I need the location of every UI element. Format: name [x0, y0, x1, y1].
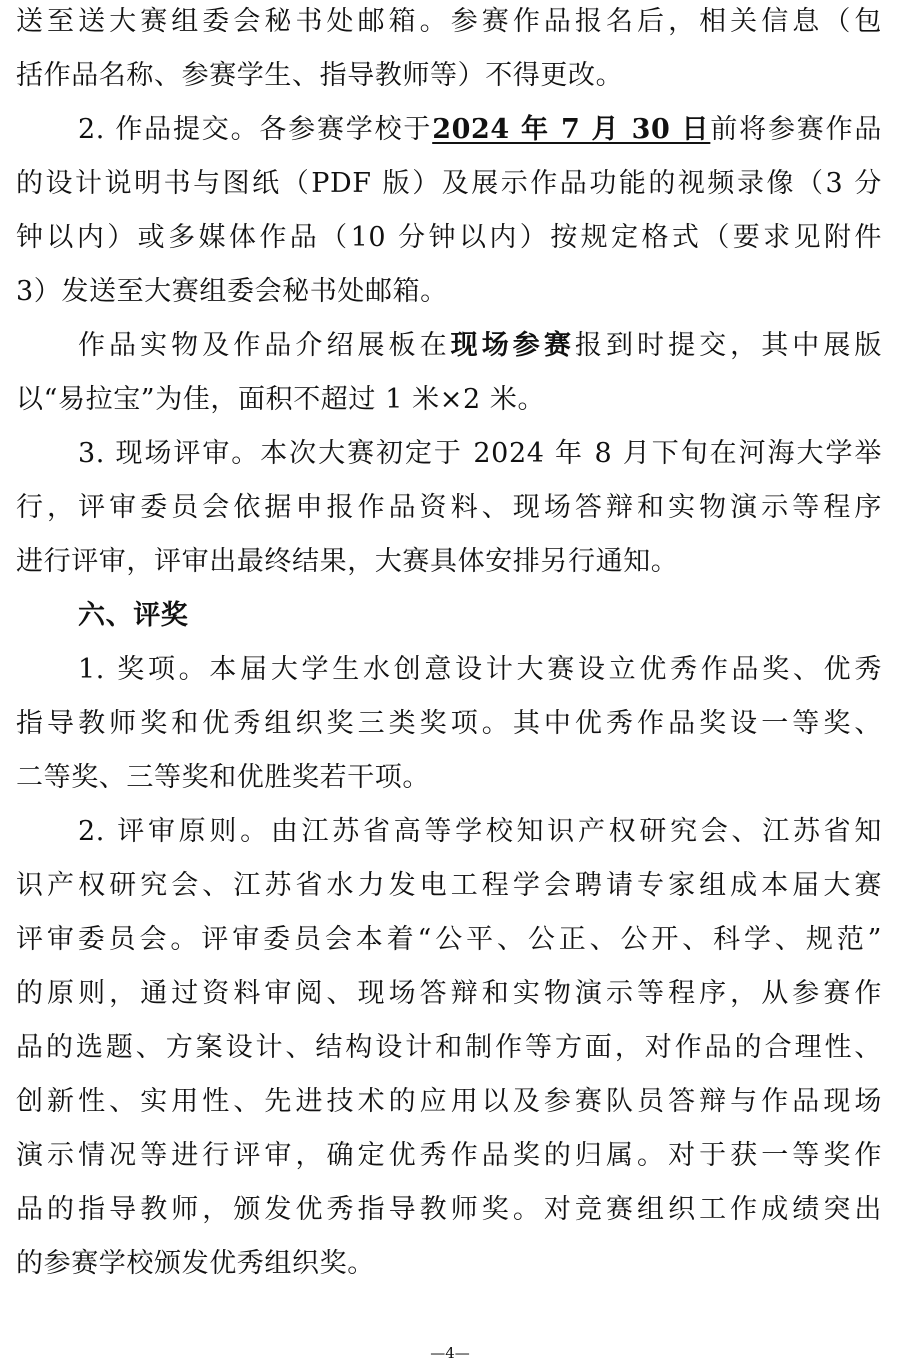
body-line: 品的选题、方案设计、结构设计和制作等方面，对作品的合理性、	[16, 1032, 882, 1063]
body-line: 的参赛学校颁发优秀组织奖。	[16, 1248, 375, 1279]
body-line: 指导教师奖和优秀组织奖三类奖项。其中优秀作品奖设一等奖、	[16, 708, 882, 739]
submission-paragraph-line	[78, 110, 882, 150]
body-line: 以“易拉宝”为佳，面积不超过 1 米×2 米。	[16, 384, 546, 415]
body-line: 括作品名称、参赛学生、指导教师等）不得更改。	[16, 60, 624, 91]
body-line: 行，评审委员会依据申报作品资料、现场答辩和实物演示等程序	[16, 492, 882, 523]
body-line: 二等奖、三等奖和优胜奖若干项。	[16, 762, 430, 793]
body-line: 送至送大赛组委会秘书处邮箱。参赛作品报名后，相关信息（包	[16, 6, 882, 37]
body-line: 评审委员会。评审委员会本着“公平、公正、公开、科学、规范”	[16, 924, 882, 955]
body-line: 3）发送至大赛组委会秘书处邮箱。	[16, 276, 448, 307]
body-line: 钟以内）或多媒体作品（10 分钟以内）按规定格式（要求见附件	[16, 222, 882, 253]
on-site-emphasis: 现场参赛	[450, 330, 575, 361]
body-line: 进行评审，评审出最终结果，大赛具体安排另行通知。	[16, 546, 679, 577]
section-heading: 六、评奖	[78, 600, 189, 631]
exhibit-tail-text: 报到时提交，其中展版	[574, 330, 883, 361]
submission-tail-text: 前将参赛作品	[710, 114, 882, 145]
deadline-date: 2024 年 7 月 30 日	[432, 114, 711, 145]
body-line: 创新性、实用性、先进技术的应用以及参赛队员答辩与作品现场	[16, 1086, 882, 1117]
body-line: 的设计说明书与图纸（PDF 版）及展示作品功能的视频录像（3 分	[16, 168, 882, 199]
exhibit-lead-text: 作品实物及作品介绍展板在	[78, 330, 451, 361]
body-line: 1. 奖项。本届大学生水创意设计大赛设立优秀作品奖、优秀	[78, 654, 882, 685]
exhibit-paragraph-line	[78, 326, 882, 366]
body-line: 的原则，通过资料审阅、现场答辩和实物演示等程序，从参赛作	[16, 978, 882, 1009]
body-line: 3. 现场评审。本次大赛初定于 2024 年 8 月下旬在河海大学举	[78, 438, 882, 469]
body-line: 识产权研究会、江苏省水力发电工程学会聘请专家组成本届大赛	[16, 870, 882, 901]
body-line: 2. 评审原则。由江苏省高等学校知识产权研究会、江苏省知	[78, 816, 882, 847]
page-number: —4—	[430, 1344, 470, 1362]
submission-heading-text: 2. 作品提交。各参赛学校于	[78, 114, 433, 145]
body-line: 品的指导教师，颁发优秀指导教师奖。对竞赛组织工作成绩突出	[16, 1194, 882, 1225]
body-line: 演示情况等进行评审，确定优秀作品奖的归属。对于获一等奖作	[16, 1140, 882, 1171]
